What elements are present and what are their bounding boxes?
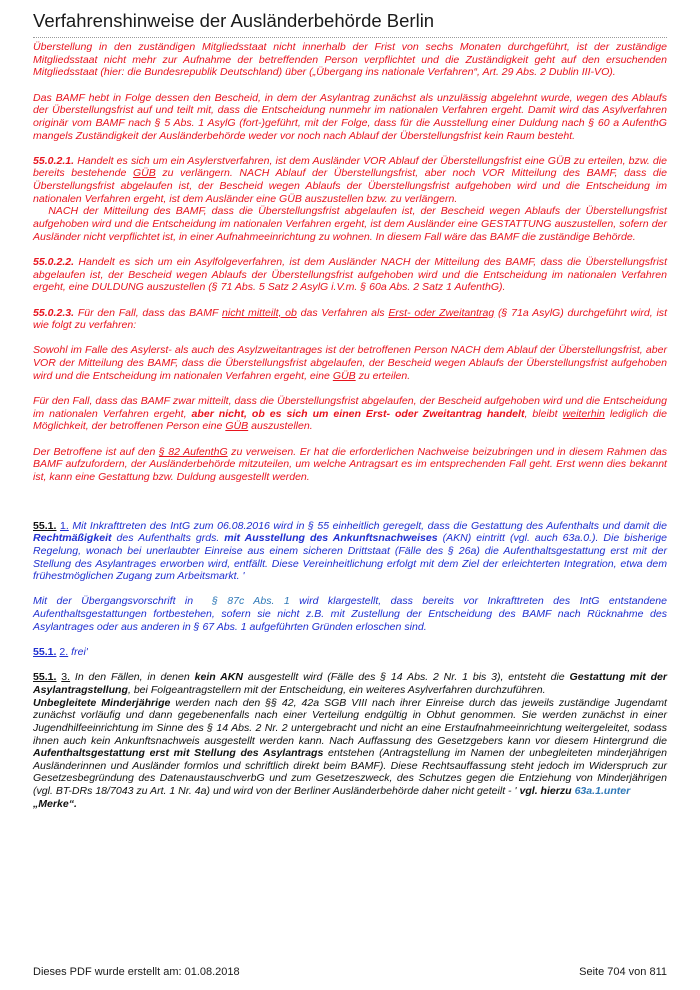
section-55-0-2-3 [33,307,667,332]
bold-phrase: aber nicht, ob es sich um einen Erst- oder Zweitantrag handelt [191,407,525,420]
section-number: 55.0.2.1. [33,154,75,167]
paragraph-text: Handelt es sich um ein Asylerstverfahren, ist dem Ausländer VOR Ablauf der Überstellungsfrist eine GÜB zu erteilen, bzw. die bereits bestehende [33,154,667,180]
law-reference-link[interactable]: § 82 AufenthG [158,445,228,458]
paragraph-bamf-notification [33,395,667,433]
paragraph-text: entstehen (Antragstellung im Namen der unbegleiteten minderjährigen Ausländerinnen und Ausländer formlos und schriftlich direkt beim BAMF). Diese Rechtsauffassung steht jedoch im Widerspruch zur Gesetzesbegründung des DatenaustauschverbG und zum Gesetzeszweck, des Schutzes gegen die Entziehung von Minderjährigen (vgl. BT-DRs 18/7043 zu Art. 1 Nr. 4a) und wird von der Berliner Ausländerbehörde daher nicht geteilt - ' [33,747,667,798]
section-55-0-2-2 [33,256,667,294]
gub-term: GÜB [225,420,249,433]
section-number: 55.1. [33,671,57,684]
paragraph-text: des Aufenthalts grds. [116,532,220,545]
paragraph-text: Der Betroffene ist auf den [33,445,156,458]
paragraph-text: Mit Inkrafttreten des IntG zum 06.08.2016 wird in § 55 einheitlich geregelt, dass die Gestattung des Aufenthalts und damit die [72,519,668,532]
paragraph-referral [33,446,667,484]
paragraph-text: In den Fällen, in denen [74,671,190,684]
footer-created-date [33,966,240,978]
page-header [33,10,667,38]
paragraph-text: wird klargestellt, dass bereits vor Inkrafttreten des IntG entstandene Aufenthaltsgestattungen fortbestehen, sofern sie nicht z.B. mit Zustellung der Entscheidung des BAMF nach Rücknahme des Asylantrages oder aus anderen in § 67 Abs. 1 aufgeführten Gründen erloschen sind. [33,595,667,633]
paragraph-text: Für den Fall, dass das BAMF zwar mitteilt, dass die Überstellungsfrist abgelaufen, der Bescheid aufgehoben wird und die Entscheidung im nationalen Verfahren ergeht, [33,395,667,420]
bold-phrase: Gestattung mit der Asylantragstellung [33,671,668,696]
bold-phrase: Aufenthaltsgestattung erst mit Stellung des Asylantrags [33,747,324,760]
section-number: 55.0.2.2. [33,255,75,268]
paragraph-text: ausgestellt wird (Fälle des § 14 Abs. 2 Nr. 1 bis 3), entsteht die [247,671,565,684]
underlined-term: weiterhin [562,407,605,420]
section-55-1-link[interactable]: 55.1. [33,519,57,532]
paragraph-text: Für den Fall, dass das BAMF [77,306,219,319]
section-55-1-3 [33,671,667,696]
section-55-1-1 [33,520,667,583]
gub-term: GÜB [332,369,356,382]
underlined-term: Erst- oder Zweitantrag [388,306,495,319]
paragraph-transfer-deadline [33,41,667,79]
footer-right-text: Seite 704 von 811 [579,966,667,978]
paragraph-text: zu verweisen. Er hat die erforderlichen Nachweise beizubringen und in diesem Rahmen das BAMF aufzufordern, der Ausländerbehörde mitzuteilen, um welche Antragsart es im entsprechenden Fall geht. Erst wenn dies bekannt ist, kann eine Gestattung bzw. Duldung ausgestellt werden. [33,445,667,483]
paragraph-text: , bei Folgeantragstellern mit der Entscheidung, ein weiteres Asylverfahren durchzuführen. [127,683,546,696]
paragraph-text: frei' [71,645,88,658]
section-55-1-2 [33,646,667,659]
paragraph-text: auszustellen. [251,420,313,433]
paragraph-text: Handelt es sich um ein Asylfolgeverfahren, ist dem Ausländer NACH der Mitteilung des BAMF, dass die Überstellungsfrist abgelaufen ist, der Bescheid wegen Ablaufs der Überstellungsfrist aufgehoben wird und die Entscheidung im nationalen Verfahren ergeht, eine DULDUNG auszustellen (§ 71 Abs. 5 Satz 2 AsylG i.V.m. § 60a Abs. 2 Satz 1 AufenthG). [33,255,667,294]
section-number: 55.0.2.3. [33,306,75,319]
bold-phrase: „Merke“. [33,797,77,810]
bold-phrase: Rechtmäßigkeit [33,532,112,545]
paragraph-text: , bleibt [524,407,558,420]
paragraph-bamf-decision [33,92,667,143]
paragraph-transition-rule [33,595,667,633]
bold-phrase: mit Ausstellung des Ankunftsnachweises [224,532,438,545]
subsection-number: 3. [61,671,71,684]
paragraph-text: (AKN) eintritt (vgl. auch 63a.0.). Die bisherige Regelung, wonach bei unerlaubter Einreise aus einem sicheren Drittstaat (Fälle des § 26a) die Aufenthaltsgestattung erst mit der Stellung des Asylantrages erworben wird, entfällt. Diese Vereinheitlichung erfolgt mit dem Ziel der erleichterten Integration, etwa dem frühestmöglichen Zugang zum Arbeitsmarkt. ' [33,532,667,583]
section-55-1-link[interactable]: 55.1. [33,645,57,658]
paragraph-text: NACH der Mitteilung des BAMF, dass die Überstellungsfrist abgelaufen ist, der Bescheid wegen Ablaufs der Überstellungsfrist aufgehoben wird und die Entscheidung im nationalen Verfahren ergeht, ist dem Ausländer eine GESTATTUNG auszustellen, sofern der Ausländer nicht verpflichtet ist, in einer Aufnahmeeinrichtung zu wohnen. In diesem Fall wäre das BAMF die zuständige Behörde. [33,205,667,243]
document-title: Verfahrenshinweise der Ausländerbehörde Berlin [33,10,435,31]
footer-left-text: Dieses PDF wurde erstellt am: 01.08.2018 [33,966,240,978]
gub-term: GÜB [132,167,156,180]
paragraph-text: zu verlängern. NACH Ablauf der Überstellungsfrist, aber noch VOR Mitteilung des BAMF, dass die Überstellungsfrist abgelaufen ist, der Bescheid wegen Ablaufs der Überstellungsfrist aufgehoben wird und die Entscheidung im nationalen Verfahren ergeht, ist dem Ausländer eine GÜB auszustellen bzw. zu verlängern. [33,167,667,205]
cross-reference-link[interactable]: 63a.1.unter [574,785,631,798]
paragraph-text: Mit der Übergangsvorschrift in [33,595,194,608]
paragraph-text: Das BAMF hebt in Folge dessen den Bescheid, in dem der Asylantrag zunächst als unzulässig abgelehnt wurde, wegen des Ablaufs der Überstellungsfrist auf und teilt mit, dass die Entscheidung nunmehr im nationalen Verfahren ergeht. Damit wird das Asylverfahren originär vom BAMF nach § 5 Abs. 1 AsylG (fort-)geführt, mit der Folge, dass für die Ausstellung einer Duldung nach § 60 a AufenthG mangels Zuständigkeit der Ausländerbehörde weder vor noch nach Ablauf der Überstellungsfrist kein Raum besteht. [33,91,667,142]
section-55-0-2-1 [33,155,667,244]
bold-phrase: vgl. hierzu [519,785,572,798]
subsection-2-link[interactable]: 2. [59,645,69,658]
footer-page-number [579,966,667,978]
law-reference-link[interactable]: § 87c Abs. 1 [211,595,290,608]
underlined-term: nicht mitteilt, ob [222,306,297,319]
paragraph-text: zu erteilen. [358,369,411,382]
bold-phrase: kein AKN [194,671,243,684]
subsection-1-link[interactable]: 1. [60,519,69,532]
bold-phrase: Unbegleitete Minderjährige [33,696,171,709]
paragraph-text: das Verfahren als [300,306,385,319]
paragraph-text: werden nach den §§ 42, 42a SGB VIII nach ihrer Einreise durch das jeweils zuständige Jugendamt zunächst vorläufig und dann gegebenenfalls nach einer Verteilung endgültig in Obhut genommen. Sie werden zunächst in einer Jugendhilfeeinrichtung im Sinne des § 14 Abs. 2 Nr. 2 untergebracht und nicht an eine Erstaufnahmeeinrichtung weitergeleitet, sodass ihnen auch kein Ankunftsnachweis ausgestellt werden kann. Nach Auffassung des Gesetzgebers kann vor diesem Hintergrund die [33,696,667,747]
paragraph-text: Sowohl im Falle des Asylerst- als auch des Asylzweitantrages ist der betroffenen Person NACH dem Ablauf der Überstellungsfrist, aber VOR der Mitteilung des BAMF, dass die Überstellungsfrist abgelaufen, der Bescheid wegen Ablaufs der Überstellungsfrist aufgehoben wird und die Entscheidung im nationalen Verfahren ergeht, eine [33,344,667,382]
document-body [33,41,667,810]
paragraph-first-and-second-application [33,344,667,382]
paragraph-unaccompanied-minors [33,697,667,811]
paragraph-text: (§ 71a AsylG) durchgeführt wird, ist wie folgt zu verfahren: [33,306,668,332]
paragraph-text: lediglich die Möglichkeit, der betroffenen Person eine [33,407,667,433]
paragraph-text: Überstellung in den zuständigen Mitgliedsstaat nicht innerhalb der Frist von sechs Monaten durchgeführt, ist der zuständige Mitgliedsstaat nicht mehr zur Aufnahme der betreffenden Person verpflichtet und die Zuständigkeit geht auf den ersuchenden Mitgliedsstaat (hier: die Bundesrepublik Deutschland) über („Übergang ins nationale Verfahren“, Art. 29 Abs. 2 Dublin III-VO). [33,41,667,79]
